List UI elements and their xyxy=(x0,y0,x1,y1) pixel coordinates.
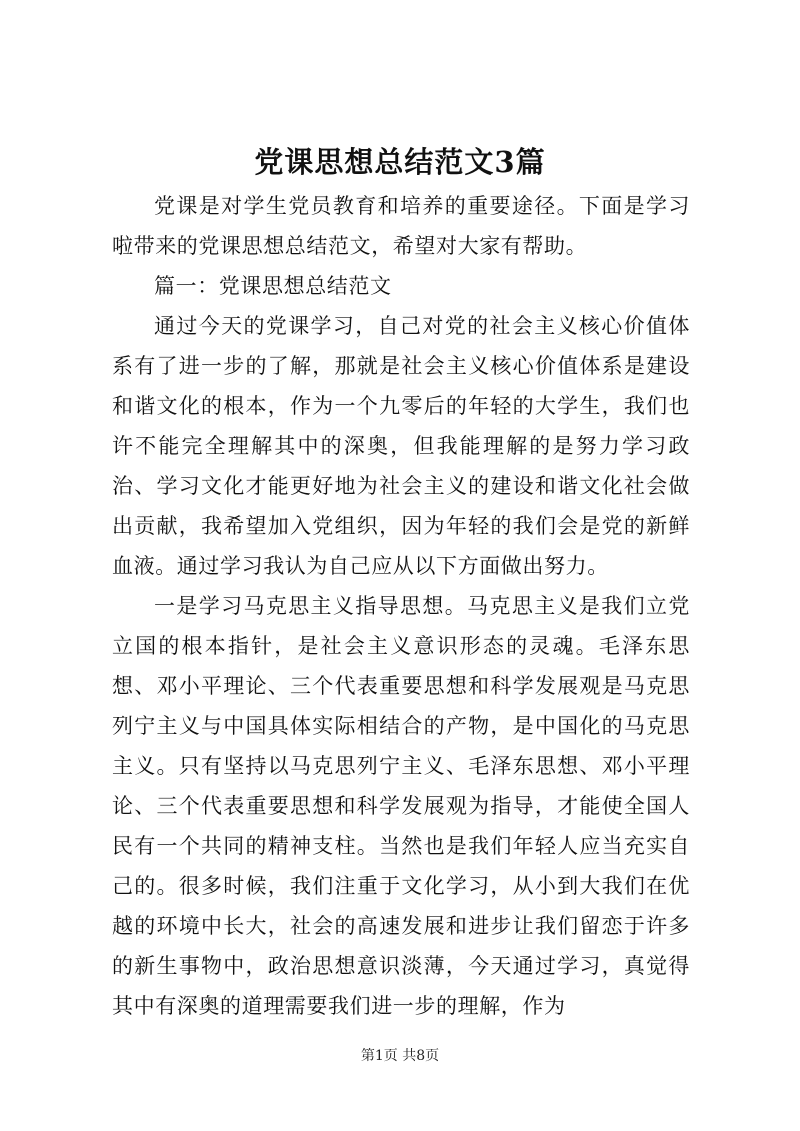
paragraph-body-1: 通过今天的党课学习，自己对党的社会主义核心价值体系有了进一步的了解，那就是社会主义核心价值体系是建设和谐文化的根本，作为一个九零后的年轻的大学生，我们也许不能完全理解其中的深奥，但我能理解的是努力学习政治、学习文化才能更好地为社会主义的建设和谐文化社会做出贡献，我希望加入党组织，因为年轻的我们会是党的新鲜血液。通过学习我认为自己应从以下方面做出努力。 xyxy=(112,314,690,578)
paragraph-section-heading: 篇一：党课思想总结范文 xyxy=(154,274,392,298)
document-body xyxy=(112,186,690,1026)
document-title: 党课思想总结范文3篇 xyxy=(254,145,546,179)
paragraph-body-2: 一是学习马克思主义指导思想。马克思主义是我们立党立国的根本指针，是社会主义意识形态的灵魂。毛泽东思想、邓小平理论、三个代表重要思想和科学发展观是马克思列宁主义与中国具体实际相结合的产物，是中国化的马克思主义。只有坚持以马克思列宁主义、毛泽东思想、邓小平理论、三个代表重要思想和科学发展观为指导，才能使全国人民有一个共同的精神支柱。当然也是我们年轻人应当充实自己的。很多时候，我们注重于文化学习，从小到大我们在优越的环境中长大，社会的高速发展和进步让我们留恋于许多的新生事物中，政治思想意识淡薄，今天通过学习，真觉得其中有深奥的道理需要我们进一步的理解，作为 xyxy=(112,594,690,1018)
page-footer: 第1页 共8页 xyxy=(360,1048,440,1064)
paragraph-intro: 党课是对学生党员教育和培养的重要途径。下面是学习啦带来的党课思想总结范文，希望对大家有帮助。 xyxy=(112,194,690,258)
